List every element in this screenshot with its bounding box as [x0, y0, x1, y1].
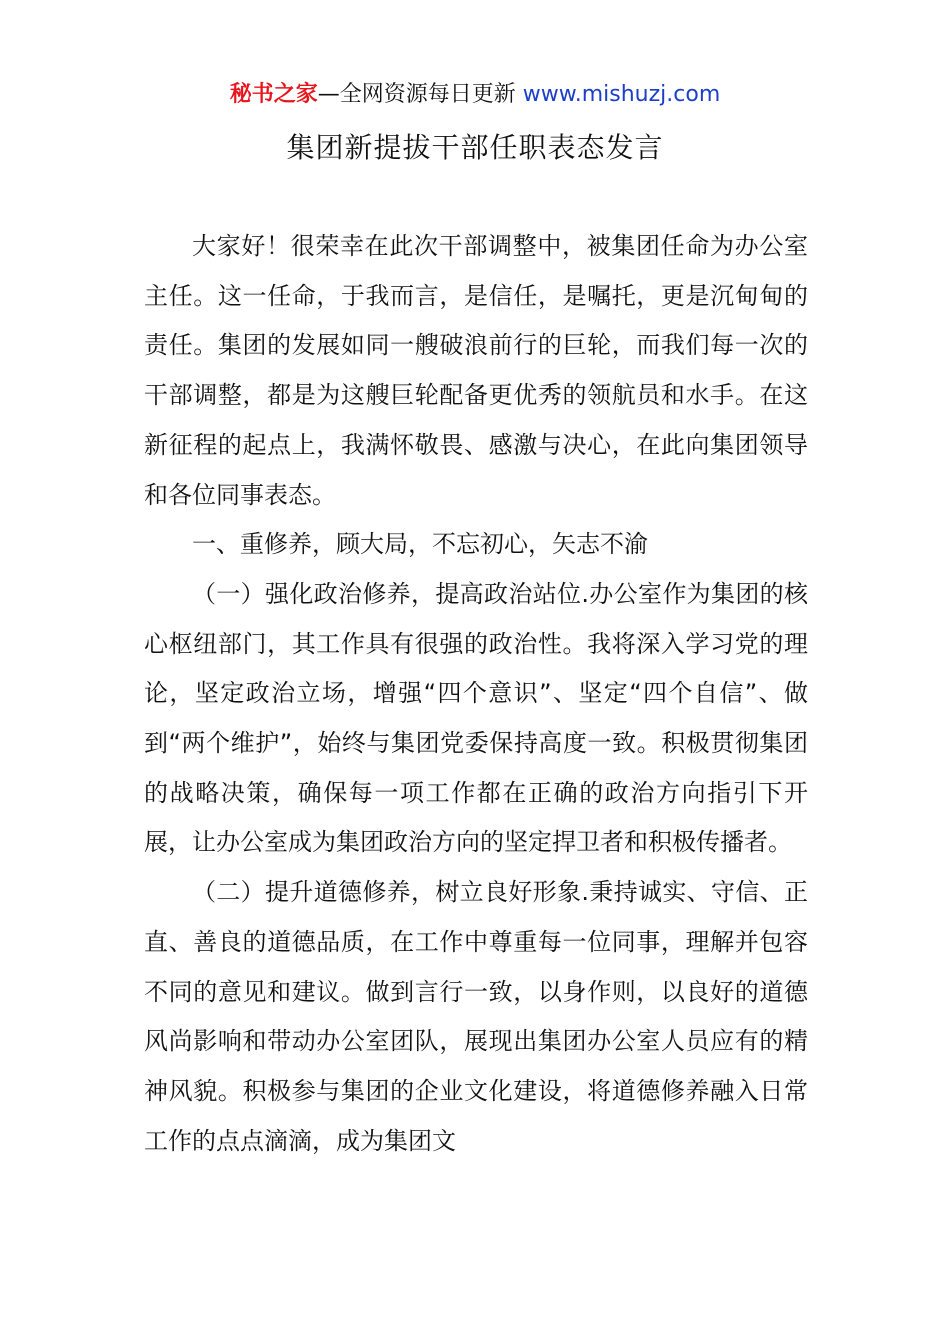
subsection-paragraph-1: （一）强化政治修养，提高政治站位.办公室作为集团的核心枢纽部门，其工作具有很强的政治性。我将深入学习党的理论，坚定政治立场，增强“四个意识”、坚定“四个自信”、做到“两个维护”，始终与集团党委保持高度一致。积极贯彻集团的战略决策，确保每一项工作都在正确的政治方向指引下开展，让办公室成为集团政治方向的坚定捍卫者和积极传播者。 — [144, 579, 808, 857]
section-heading: 一、重修养，顾大局，不忘初心，矢志不渝 — [192, 530, 648, 559]
document-title: 集团新提拔干部任职表态发言 — [286, 131, 664, 164]
document-body — [144, 222, 808, 1166]
intro-paragraph: 大家好！很荣幸在此次干部调整中，被集团任命为办公室主任。这一任命，于我而言，是信任，是嘱托，更是沉甸甸的责任。集团的发展如同一艘破浪前行的巨轮，而我们每一次的干部调整，都是为这艘巨轮配备更优秀的领航员和水手。在这新征程的起点上，我满怀敬畏、感激与决心，在此向集团领导和各位同事表态。 — [144, 232, 808, 509]
subsection-paragraph-2: （二）提升道德修养，树立良好形象.秉持诚实、守信、正直、善良的道德品质，在工作中尊重每一位同事，理解并包容不同的意见和建议。做到言行一致，以身作则，以良好的道德风尚影响和带动办公室团队，展现出集团办公室人员应有的精神风貌。积极参与集团的企业文化建设，将道德修养融入日常工作的点点滴滴，成为集团文 — [144, 878, 808, 1155]
brand-name: 秘书之家 — [229, 82, 318, 107]
site-header — [0, 80, 950, 110]
site-url-link[interactable]: www.mishuzj.com — [522, 82, 721, 107]
header-tagline: —全网资源每日更新 — [317, 82, 523, 107]
